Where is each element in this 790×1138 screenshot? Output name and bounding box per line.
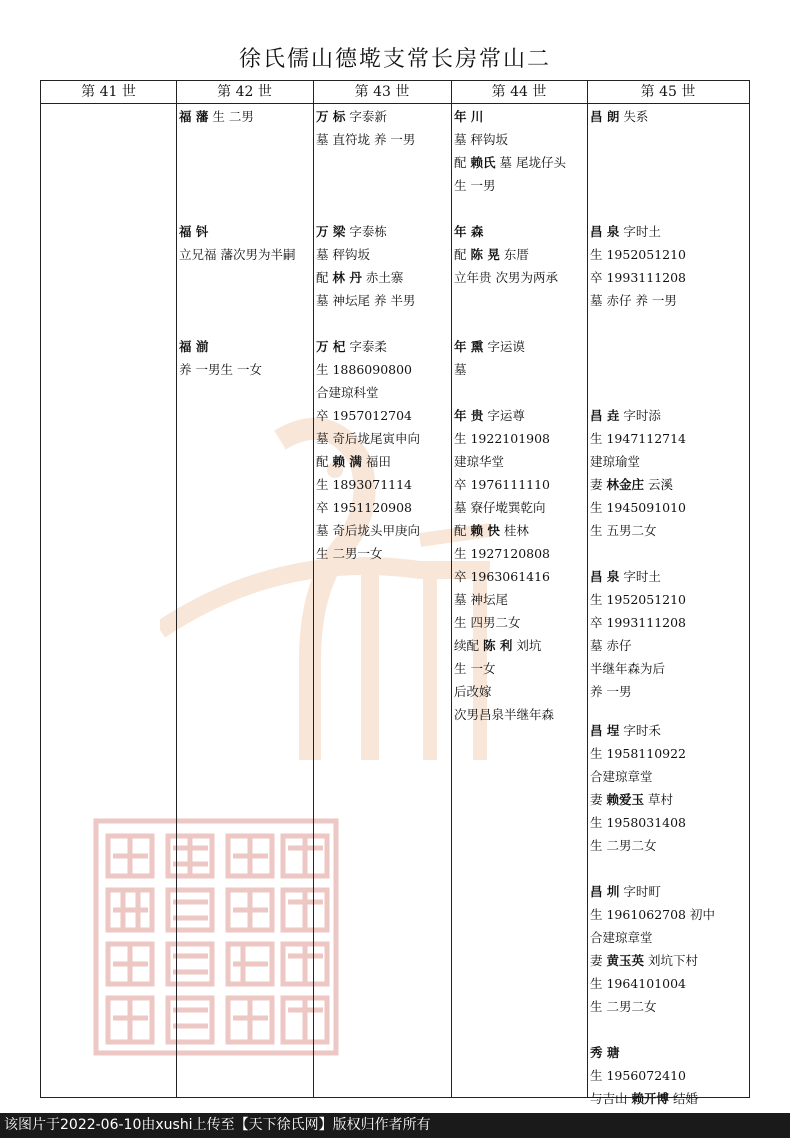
detail-text: 东厝	[503, 247, 529, 262]
detail-text: 字泰柔	[349, 339, 387, 354]
person-detail-line	[590, 588, 686, 611]
detail-text: 妻	[590, 477, 603, 492]
detail-text: 合建琼科堂	[316, 385, 379, 400]
detail-text: 草村	[648, 792, 674, 807]
detail-text: 生 二男	[212, 109, 254, 124]
person-name-line	[316, 335, 420, 358]
person-name-line	[590, 220, 686, 243]
header-gen-44: 第 44 世	[491, 84, 547, 100]
person-detail-line	[590, 427, 686, 450]
person-entry	[179, 105, 254, 128]
detail-text: 墓 奇后垅尾寅申向	[316, 431, 420, 446]
person-detail-line	[590, 1087, 698, 1110]
detail-text: 生 二男二女	[590, 838, 657, 853]
detail-text: 生 二男二女	[590, 999, 657, 1014]
person-name: 万 标	[316, 109, 346, 124]
detail-text: 字时土	[623, 224, 661, 239]
person-entry	[590, 105, 648, 128]
spouse-name: 林金庄	[606, 477, 645, 492]
person-name: 年 川	[454, 109, 484, 124]
person-entry	[454, 220, 558, 289]
person-name-line	[590, 719, 686, 742]
person-entry	[590, 1041, 698, 1110]
person-detail-line	[454, 266, 558, 289]
spouse-name: 赖开博	[631, 1091, 670, 1106]
detail-text: 养 一男	[590, 684, 632, 699]
detail-text: 字运尊	[487, 408, 525, 423]
detail-text: 生 1952051210	[590, 247, 687, 262]
detail-text: 生 1956072410	[590, 1068, 687, 1083]
person-detail-line	[590, 519, 686, 542]
person-detail-line	[316, 243, 415, 266]
person-detail-line	[590, 834, 686, 857]
person-detail-line	[454, 542, 554, 565]
detail-text: 卒 1957012704	[316, 408, 413, 423]
person-entry	[590, 719, 686, 857]
detail-text: 生 1947112714	[590, 431, 687, 446]
person-detail-line	[316, 266, 415, 289]
spouse-name: 赖 满	[332, 454, 362, 469]
person-detail-line	[454, 634, 554, 657]
person-entry	[590, 880, 715, 1018]
detail-text: 墓 奇后垅头甲庚向	[316, 523, 420, 538]
detail-text: 字泰栋	[349, 224, 387, 239]
person-detail-line	[454, 588, 554, 611]
person-detail-line	[590, 742, 686, 765]
spouse-name: 林 丹	[332, 270, 362, 285]
detail-text: 生 四男二女	[454, 615, 521, 630]
person-entry	[316, 220, 415, 312]
spouse-name: 赖 快	[470, 523, 500, 538]
detail-text: 赤土寨	[365, 270, 404, 285]
person-detail-line	[316, 519, 420, 542]
person-entry	[316, 335, 420, 565]
person-name: 福 藩	[179, 109, 209, 124]
detail-text: 刘坑	[516, 638, 542, 653]
person-detail-line	[316, 289, 415, 312]
detail-text: 墓 尾垅仔头	[499, 155, 566, 170]
header-gen-45: 第 45 世	[640, 84, 696, 100]
detail-text: 生 二男一女	[316, 546, 383, 561]
person-detail-line	[454, 358, 525, 381]
detail-text: 福田	[365, 454, 391, 469]
person-detail-line	[590, 243, 686, 266]
person-name: 年 熏	[454, 339, 484, 354]
person-detail-line	[454, 680, 554, 703]
detail-text: 墓 赤仔	[590, 638, 632, 653]
detail-text: 配	[316, 454, 329, 469]
detail-text: 生 五男二女	[590, 523, 657, 538]
detail-text: 字泰新	[349, 109, 387, 124]
detail-text: 生 1893071114	[316, 477, 413, 492]
column-divider	[176, 81, 177, 1097]
detail-text: 字时添	[623, 408, 661, 423]
person-detail-line	[590, 949, 715, 972]
person-detail-line	[454, 450, 554, 473]
detail-text: 卒 1993111208	[590, 270, 687, 285]
detail-text: 与吉山	[590, 1091, 628, 1106]
detail-text: 续配	[454, 638, 480, 653]
person-detail-line	[454, 703, 554, 726]
person-detail-line	[316, 542, 420, 565]
person-detail-line	[454, 151, 566, 174]
detail-text: 生 1961062708 初中	[590, 907, 715, 922]
person-detail-line	[316, 496, 420, 519]
person-detail-line	[454, 473, 554, 496]
spouse-name: 黄玉英	[606, 953, 645, 968]
spouse-name: 陈 晃	[470, 247, 500, 262]
genealogy-table	[40, 80, 750, 1106]
detail-text: 生 1958031408	[590, 815, 687, 830]
detail-text: 桂林	[503, 523, 529, 538]
detail-text: 后改嫁	[454, 684, 492, 699]
detail-text: 生 1964101004	[590, 976, 687, 991]
detail-text: 立兄福 藩次男为半嗣	[179, 247, 296, 262]
person-entry	[179, 220, 295, 266]
detail-text: 合建琼章堂	[590, 769, 653, 784]
detail-text: 墓	[454, 362, 467, 377]
detail-text: 云溪	[648, 477, 674, 492]
person-name-line	[454, 404, 554, 427]
person-detail-line	[590, 473, 686, 496]
detail-text: 合建琼章堂	[590, 930, 653, 945]
person-detail-line	[590, 765, 686, 788]
person-name: 昌 朗	[590, 109, 620, 124]
person-detail-line	[316, 427, 420, 450]
person-detail-line	[454, 519, 554, 542]
person-detail-line	[590, 657, 686, 680]
person-name: 昌 垚	[590, 408, 620, 423]
spouse-name: 赖爱玉	[606, 792, 645, 807]
detail-text: 字时町	[623, 884, 661, 899]
person-name-line	[590, 105, 648, 128]
page-title: 徐氏儒山德墘支常长房常山二	[238, 47, 551, 72]
person-detail-line	[590, 266, 686, 289]
person-entry	[179, 335, 262, 381]
person-entry	[590, 565, 686, 703]
person-entry	[316, 105, 415, 151]
person-detail-line	[316, 358, 420, 381]
detail-text: 生 1922101908	[454, 431, 551, 446]
detail-text: 生 一男	[454, 178, 496, 193]
person-name: 万 梁	[316, 224, 346, 239]
person-name: 秀 瑭	[590, 1045, 620, 1060]
person-detail-line	[454, 243, 558, 266]
person-detail-line	[590, 1064, 698, 1087]
person-detail-line	[316, 450, 420, 473]
person-name-line	[179, 105, 254, 128]
detail-text: 墓 寮仔墘巽乾向	[454, 500, 546, 515]
person-name: 年 森	[454, 224, 484, 239]
detail-text: 墓 秤钩坂	[316, 247, 370, 262]
person-name-line	[590, 565, 686, 588]
detail-text: 养 一男生 一女	[179, 362, 262, 377]
detail-text: 立年贵 次男为两承	[454, 270, 558, 285]
person-detail-line	[590, 811, 686, 834]
person-entry	[454, 105, 566, 197]
detail-text: 配	[454, 247, 467, 262]
person-name-line	[179, 335, 262, 358]
person-name-line	[590, 880, 715, 903]
person-detail-line	[454, 565, 554, 588]
person-name: 昌 圳	[590, 884, 620, 899]
detail-text: 生 1927120808	[454, 546, 551, 561]
detail-text: 卒 1976111110	[454, 477, 551, 492]
person-name-line	[590, 404, 686, 427]
person-detail-line	[590, 972, 715, 995]
person-name: 昌 泉	[590, 569, 620, 584]
detail-text: 失系	[623, 109, 649, 124]
footer-copyright: 该图片于2022-06-10由xushi上传至【天下徐氏网】版权归作者所有	[0, 1113, 790, 1138]
person-name: 昌 埕	[590, 723, 620, 738]
detail-text: 配	[454, 155, 467, 170]
detail-text: 卒 1993111208	[590, 615, 687, 630]
detail-text: 生 1952051210	[590, 592, 687, 607]
spouse-name: 陈 利	[483, 638, 513, 653]
detail-text: 妻	[590, 792, 603, 807]
person-detail-line	[454, 427, 554, 450]
person-detail-line	[590, 450, 686, 473]
person-detail-line	[454, 174, 566, 197]
person-name-line	[179, 220, 295, 243]
detail-text: 半继年森为后	[590, 661, 666, 676]
header-gen-43: 第 43 世	[354, 84, 410, 100]
person-entry	[454, 335, 525, 381]
detail-text: 结婚	[673, 1091, 699, 1106]
person-detail-line	[590, 926, 715, 949]
detail-text: 妻	[590, 953, 603, 968]
person-detail-line	[179, 243, 295, 266]
detail-text: 卒 1951120908	[316, 500, 413, 515]
detail-text: 墓 神坛尾	[454, 592, 508, 607]
person-name-line	[454, 105, 566, 128]
detail-text: 生 一女	[454, 661, 496, 676]
person-name-line	[316, 105, 415, 128]
person-name-line	[454, 220, 558, 243]
person-name-line	[316, 220, 415, 243]
person-detail-line	[590, 634, 686, 657]
spouse-name: 赖氏	[470, 155, 496, 170]
person-detail-line	[454, 128, 566, 151]
header-gen-41: 第 41 世	[81, 84, 136, 100]
detail-text: 墓 秤钩坂	[454, 132, 508, 147]
person-detail-line	[590, 995, 715, 1018]
detail-text: 生 1958110922	[590, 746, 687, 761]
person-detail-line	[316, 404, 420, 427]
detail-text: 墓 神坛尾 养 半男	[316, 293, 416, 308]
person-name: 万 杞	[316, 339, 346, 354]
detail-text: 刘坑下村	[648, 953, 699, 968]
person-detail-line	[590, 496, 686, 519]
detail-text: 卒 1963061416	[454, 569, 551, 584]
person-name: 福 钭	[179, 224, 209, 239]
column-divider	[313, 81, 314, 1097]
detail-text: 配	[316, 270, 329, 285]
detail-text: 建琼华堂	[454, 454, 505, 469]
column-divider	[587, 81, 588, 1097]
detail-text: 字时禾	[623, 723, 661, 738]
person-detail-line	[590, 289, 686, 312]
person-detail-line	[454, 496, 554, 519]
person-detail-line	[454, 611, 554, 634]
detail-text: 次男昌泉半继年森	[454, 707, 555, 722]
detail-text: 字时土	[623, 569, 661, 584]
header-gen-42: 第 42 世	[217, 84, 272, 100]
person-name: 福 湔	[179, 339, 209, 354]
person-detail-line	[316, 381, 420, 404]
column-divider	[451, 81, 452, 1097]
person-detail-line	[590, 903, 715, 926]
detail-text: 配	[454, 523, 467, 538]
person-detail-line	[316, 473, 420, 496]
person-entry	[590, 220, 686, 312]
person-entry	[454, 404, 554, 726]
person-detail-line	[316, 128, 415, 151]
person-detail-line	[590, 788, 686, 811]
detail-text: 墓 赤仔 养 一男	[590, 293, 677, 308]
person-entry	[590, 404, 686, 542]
detail-text: 生 1886090800	[316, 362, 413, 377]
detail-text: 字运谟	[487, 339, 525, 354]
person-detail-line	[590, 611, 686, 634]
person-detail-line	[590, 680, 686, 703]
person-name: 昌 泉	[590, 224, 620, 239]
person-name: 年 贵	[454, 408, 484, 423]
person-name-line	[454, 335, 525, 358]
detail-text: 建琼瑜堂	[590, 454, 641, 469]
person-name-line	[590, 1041, 698, 1064]
detail-text: 墓 直符垅 养 一男	[316, 132, 416, 147]
person-detail-line	[454, 657, 554, 680]
detail-text: 生 1945091010	[590, 500, 687, 515]
person-detail-line	[179, 358, 262, 381]
